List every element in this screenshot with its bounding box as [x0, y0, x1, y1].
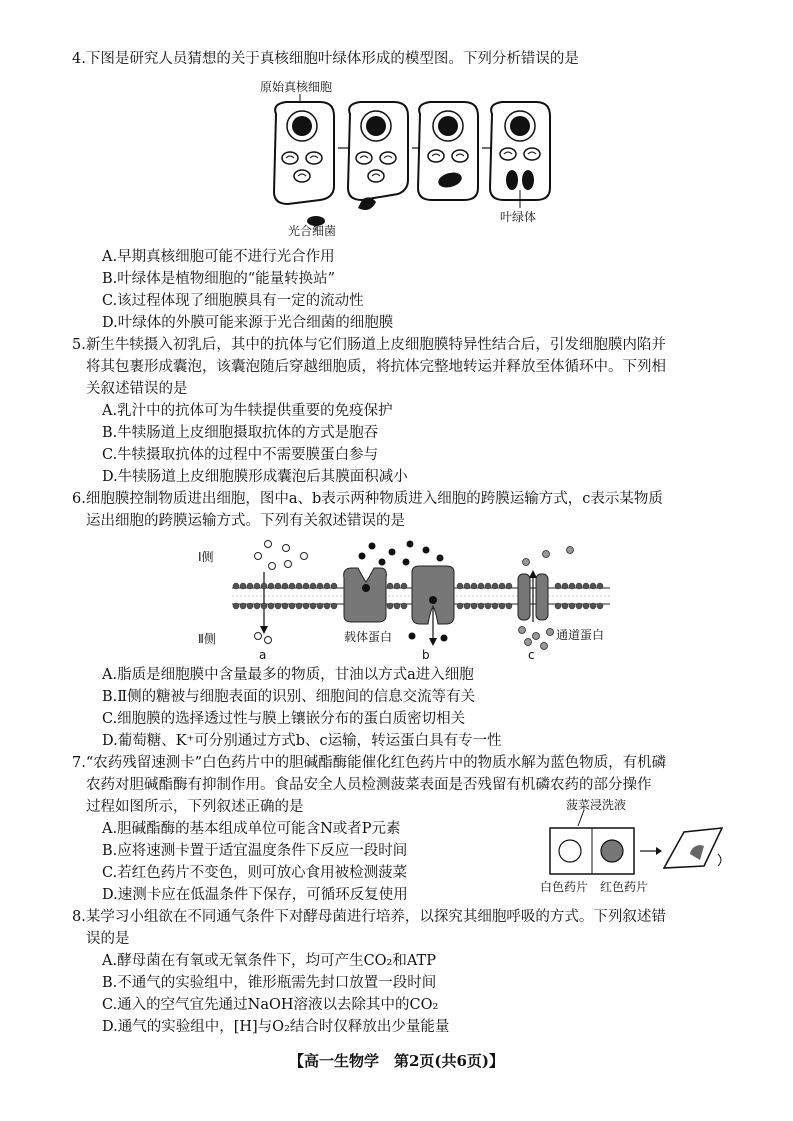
lipid-head [282, 603, 288, 609]
lipid-head [492, 583, 498, 589]
lipid-head [590, 603, 596, 609]
q4-option-b[interactable]: B.叶绿体是植物细胞的“能量转换站” [102, 271, 336, 287]
lipid-head [324, 603, 330, 609]
q6-option-a[interactable]: A.脂质是细胞膜中含量最多的物质，甘油以方式a进入细胞 [102, 667, 474, 683]
label-channel-protein: 通道蛋白 [556, 628, 605, 642]
test-card-figure [540, 796, 730, 892]
cell-stage-3 [418, 102, 478, 200]
lipid-head [478, 583, 484, 589]
lipid-head [506, 603, 512, 609]
q4-option-a[interactable]: A.早期真核细胞可能不进行光合作用 [102, 249, 335, 265]
lipid-head [464, 603, 470, 609]
lipid-head [569, 603, 575, 609]
lipid-head [394, 583, 400, 589]
lipid-head [289, 583, 295, 589]
question-6 [72, 488, 732, 532]
lipid-head [485, 603, 491, 609]
lipid-head [492, 603, 498, 609]
q5-stem-line-3: 关叙述错误的是 [86, 381, 188, 397]
question-7-options [72, 818, 532, 906]
question-8 [72, 906, 732, 1038]
lipid-head [457, 603, 463, 609]
q7-option-d[interactable]: D.速测卡应在低温条件下保存，可循环反复使用 [102, 887, 408, 903]
lipid-head [331, 583, 337, 589]
lipid-head [289, 603, 295, 609]
label-red-tablet: 红色药片 [600, 880, 649, 894]
q6-stem-line-1: 6.细胞膜控制物质进出细胞，图中a、b表示两种物质进入细胞的跨膜运输方式，c表示某物质 [72, 491, 663, 507]
q5-option-c[interactable]: C.牛犊摄取抗体的过程中不需要膜蛋白参与 [102, 447, 379, 463]
lipid-head [471, 603, 477, 609]
lipid-head [247, 583, 253, 589]
label-side-1: Ⅰ侧 [198, 550, 214, 564]
label-b: b [422, 648, 430, 662]
q8-option-a[interactable]: A.酵母菌在有氧或无氧条件下，均可产生CO₂和ATP [102, 953, 436, 969]
carrier-protein-1 [344, 568, 387, 622]
q8-stem-line-1: 8.某学习小组欲在不同通气条件下对酵母菌进行培养，以探究其细胞呼吸的方式。下列叙述错 [72, 909, 666, 925]
lipid-head [387, 583, 393, 589]
q7-stem-line-1: 7.“农药残留速测卡”白色药片中的胆碱酯酶能催化红色药片中的物质水解为蓝色物质，有机磷 [72, 755, 667, 771]
lipid-head [394, 603, 400, 609]
lipid-head [499, 603, 505, 609]
label-white-tablet: 白色药片 [540, 880, 589, 894]
lipid-head [254, 603, 260, 609]
q6-option-b[interactable]: B.Ⅱ侧的糖被与细胞表面的识别、细胞间的信息交流等有关 [102, 689, 476, 705]
lipid-head [478, 603, 484, 609]
question-4-stem: 4.下图是研究人员猜想的关于真核细胞叶绿体形成的模型图。下列分析错误的是 [72, 51, 579, 67]
cell-stage-2 [348, 102, 408, 210]
lipid-head [597, 603, 603, 609]
lipid-head [387, 603, 393, 609]
lipid-head [464, 583, 470, 589]
lipid-head [268, 603, 274, 609]
lipid-head [268, 583, 274, 589]
q5-stem-line-1: 5.新生牛犊摄入初乳后，其中的抗体与它们肠道上皮细胞膜特异性结合后，引发细胞膜内陷并 [72, 337, 666, 353]
lipid-head [562, 603, 568, 609]
lipid-head [562, 583, 568, 589]
lipid-head [331, 603, 337, 609]
q8-option-b[interactable]: B.不通气的实验组中，锥形瓶需先封口放置一段时间 [102, 975, 437, 991]
lipid-head [254, 583, 260, 589]
q5-option-b[interactable]: B.牛犊肠道上皮细胞摄取抗体的方式是胞吞 [102, 425, 379, 441]
q8-option-c[interactable]: C.通入的空气宜先通过NaOH溶液以去除其中的CO₂ [102, 997, 439, 1013]
lipid-head [555, 603, 561, 609]
lipid-head [261, 583, 267, 589]
lipid-head [310, 583, 316, 589]
question-6-options [72, 664, 732, 752]
lipid-head [401, 583, 407, 589]
lipid-head [401, 603, 407, 609]
q6-stem-line-2: 运出细胞的跨膜运输方式。下列有关叙述错误的是 [86, 513, 405, 529]
lipid-head [576, 583, 582, 589]
chloroplast-origin-figure [258, 76, 558, 246]
lipid-head [317, 603, 323, 609]
q8-option-d[interactable]: D.通气的实验组中，[H]与O₂结合时仅释放出少量能量 [102, 1019, 450, 1035]
label-carrier-protein: 载体蛋白 [344, 630, 393, 644]
lipid-head [296, 583, 302, 589]
lipid-head [233, 583, 239, 589]
cell-stage-1 [274, 102, 334, 231]
lipid-head [555, 583, 561, 589]
label-photosynthetic-bacteria: 光合细菌 [288, 224, 337, 238]
lipid-head [282, 583, 288, 589]
cell-stage-4 [490, 102, 550, 208]
q7-stem-line-2: 农药对胆碱酯酶有抑制作用。食品安全人员检测菠菜表面是否残留有机磷农药的部分操作 [86, 777, 652, 793]
lipid-head [583, 583, 589, 589]
lipid-head [240, 603, 246, 609]
label-primitive-eukaryote: 原始真核细胞 [260, 80, 333, 94]
question-4-options [72, 246, 732, 334]
q7-option-a[interactable]: A.胆碱酯酶的基本组成单位可能含N或者P元素 [102, 821, 401, 837]
q7-option-b[interactable]: B.应将速测卡置于适宜温度条件下反应一段时间 [102, 843, 408, 859]
lipid-head [324, 583, 330, 589]
q8-stem-line-2: 误的是 [86, 931, 130, 947]
lipid-head [569, 583, 575, 589]
lipid-head [471, 583, 477, 589]
lipid-head [590, 583, 596, 589]
q4-option-c[interactable]: C.该过程体现了细胞膜具有一定的流动性 [102, 293, 364, 309]
lipid-head [303, 603, 309, 609]
label-a: a [259, 648, 267, 662]
membrane-transport-figure [196, 536, 616, 662]
lipid-head [583, 603, 589, 609]
lipid-head [457, 583, 463, 589]
q6-option-d[interactable]: D.葡萄糖、K⁺可分别通过方式b、c运输，转运蛋白具有专一性 [102, 733, 502, 749]
lipid-head [275, 603, 281, 609]
lipid-head [506, 583, 512, 589]
lipid-head [597, 583, 603, 589]
question-5 [72, 334, 732, 488]
label-side-2: Ⅱ侧 [198, 632, 216, 646]
q4-option-d[interactable]: D.叶绿体的外膜可能来源于光合细菌的细胞膜 [102, 315, 394, 331]
lipid-head [499, 583, 505, 589]
label-spinach-wash: 菠菜浸洗液 [566, 798, 627, 812]
q5-stem-line-2: 将其包裹形成囊泡，该囊泡随后穿越细胞质，将抗体完整地转运并释放至体循环中。下列相 [86, 359, 666, 375]
lipid-head [261, 603, 267, 609]
page-footer: 【高一生物学 第2页(共6页)】 [288, 1052, 505, 1070]
lipid-head [275, 583, 281, 589]
q7-stem-line-3: 过程如图所示，下列叙述正确的是 [86, 799, 304, 815]
lipid-head [485, 583, 491, 589]
q6-option-c[interactable]: C.细胞膜的选择透过性与膜上镶嵌分布的蛋白质密切相关 [102, 711, 466, 727]
membrane-drawing [196, 536, 616, 662]
label-chloroplast: 叶绿体 [500, 210, 537, 224]
question-4 [72, 48, 732, 70]
lipid-head [317, 583, 323, 589]
lipid-head [247, 603, 253, 609]
lipid-head [233, 603, 239, 609]
lipid-head [240, 583, 246, 589]
q5-option-d[interactable]: D.牛犊肠道上皮细胞膜形成囊泡后其膜面积减小 [102, 469, 408, 485]
lipid-head [296, 603, 302, 609]
q5-option-a[interactable]: A.乳汁中的抗体可为牛犊提供重要的免疫保护 [102, 403, 393, 419]
q7-option-c[interactable]: C.若红色药片不变色，则可放心食用被检测菠菜 [102, 865, 408, 881]
lipid-head [576, 603, 582, 609]
label-c: c [528, 648, 535, 662]
lipid-head [310, 603, 316, 609]
lipid-head [303, 583, 309, 589]
test-card-drawing [540, 806, 730, 886]
